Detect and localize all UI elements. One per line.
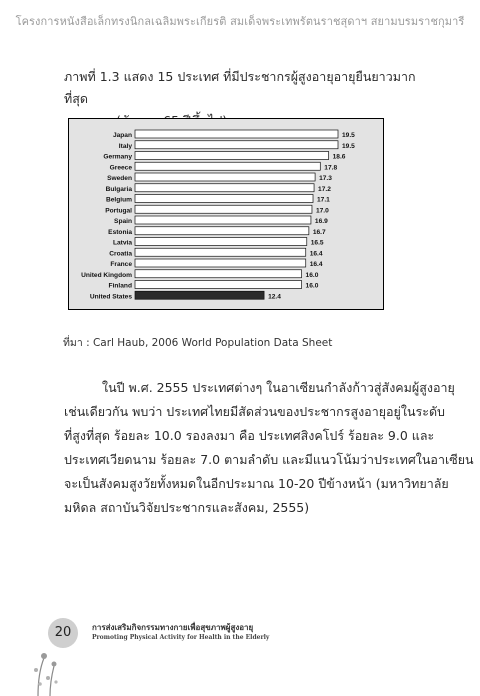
category-label: Bulgaria bbox=[105, 185, 132, 193]
value-label: 16.9 bbox=[314, 218, 328, 225]
category-label: Croatia bbox=[109, 250, 132, 258]
category-label: Belgium bbox=[105, 196, 132, 204]
value-label: 17.3 bbox=[319, 175, 332, 182]
bar bbox=[135, 270, 302, 278]
bar bbox=[135, 291, 264, 299]
category-label: United States bbox=[89, 293, 132, 301]
category-label: Portugal bbox=[105, 207, 132, 215]
category-label: Latvia bbox=[112, 239, 132, 247]
bar bbox=[135, 130, 338, 138]
page-number: 20 bbox=[48, 618, 78, 648]
bar bbox=[135, 216, 311, 224]
value-label: 18.6 bbox=[332, 153, 346, 161]
value-label: 16.4 bbox=[309, 250, 323, 258]
body-paragraph bbox=[64, 376, 474, 520]
value-label: 17.8 bbox=[324, 164, 338, 172]
bar bbox=[135, 248, 306, 256]
footer-book-title: การส่งเสริมกิจกรรมทางกายเพื่อสุขภาพผู้สูงอายุ bbox=[92, 622, 254, 632]
running-header: โครงการหนังสือเล็กทรงนิกลเฉลิมพระเกียรติ สมเด็จพระเทพรัตนราชสุดาฯ สยามบรมราชกุมารี bbox=[15, 15, 465, 28]
category-label: France bbox=[110, 261, 132, 268]
bar bbox=[135, 152, 329, 160]
value-label: 16.0 bbox=[305, 282, 319, 290]
value-label: 16.5 bbox=[310, 239, 324, 247]
bar bbox=[135, 259, 306, 267]
paragraph-line: ที่สูงที่สุด ร้อยละ 10.0 รองลงมา คือ ประเทศสิงคโปร์ ร้อยละ 9.0 และ bbox=[64, 428, 435, 443]
paragraph-line: ประเทศเวียดนาม ร้อยละ 7.0 ตามลำดับ และมีแนวโน้มว่าประเทศในอาเซียน bbox=[64, 452, 474, 467]
bar-chart-svg bbox=[69, 119, 385, 311]
category-label: Italy bbox=[118, 142, 132, 150]
value-label: 17.1 bbox=[317, 196, 330, 204]
category-label: Greece bbox=[109, 164, 132, 172]
bar bbox=[135, 162, 320, 170]
value-label: 16.0 bbox=[305, 271, 319, 279]
paragraph-line: มหิดล สถาบันวิจัยประชากรและสังคม, 2555) bbox=[64, 500, 310, 515]
paragraph-line: ในปี พ.ศ. 2555 ประเทศต่างๆ ในอาเซียนกำลังก้าวสู่สังคมผู้สูงอายุ bbox=[102, 380, 455, 395]
category-label: Germany bbox=[103, 153, 132, 161]
bar bbox=[135, 184, 314, 192]
bar bbox=[135, 281, 302, 289]
category-label: United Kingdom bbox=[81, 271, 132, 279]
value-label: 19.5 bbox=[342, 142, 355, 150]
bar-chart bbox=[68, 118, 384, 310]
footer-book-subtitle: Promoting Physical Activity for Health in the Elderly bbox=[92, 634, 270, 641]
figure-caption-line1: ภาพที่ 1.3 แสดง 15 ประเทศ ที่มีประชากรผู้สูงอายุอายุยืนยาวมากที่สุด bbox=[64, 69, 416, 106]
bar bbox=[135, 227, 309, 235]
value-label: 12.4 bbox=[268, 293, 281, 301]
category-label: Estonia bbox=[108, 228, 132, 236]
value-label: 17.0 bbox=[315, 207, 329, 215]
bar bbox=[135, 195, 313, 203]
value-label: 16.7 bbox=[312, 228, 326, 236]
category-label: Spain bbox=[114, 218, 132, 225]
category-label: Sweden bbox=[107, 175, 132, 182]
paragraph-line: เช่นเดียวกัน พบว่า ประเทศไทยมีสัดส่วนของประชากรสูงอายุอยู่ในระดับ bbox=[64, 404, 445, 419]
source-note: ที่มา : Carl Haub, 2006 World Population Data Sheet bbox=[63, 337, 333, 349]
bar bbox=[135, 205, 312, 213]
bar bbox=[135, 141, 338, 149]
paragraph-line: จะเป็นสังคมสูงวัยทั้งหมดในอีกประมาณ 10-20 ปีข้างหน้า (มหาวิทยาลัย bbox=[64, 476, 449, 491]
value-label: 17.2 bbox=[318, 185, 331, 193]
category-label: Finland bbox=[108, 282, 132, 290]
bar bbox=[135, 238, 307, 246]
value-label: 19.5 bbox=[342, 132, 355, 139]
flower-ornament-icon bbox=[30, 640, 64, 696]
value-label: 16.4 bbox=[309, 261, 323, 268]
bar bbox=[135, 173, 315, 181]
category-label: Japan bbox=[112, 132, 132, 139]
